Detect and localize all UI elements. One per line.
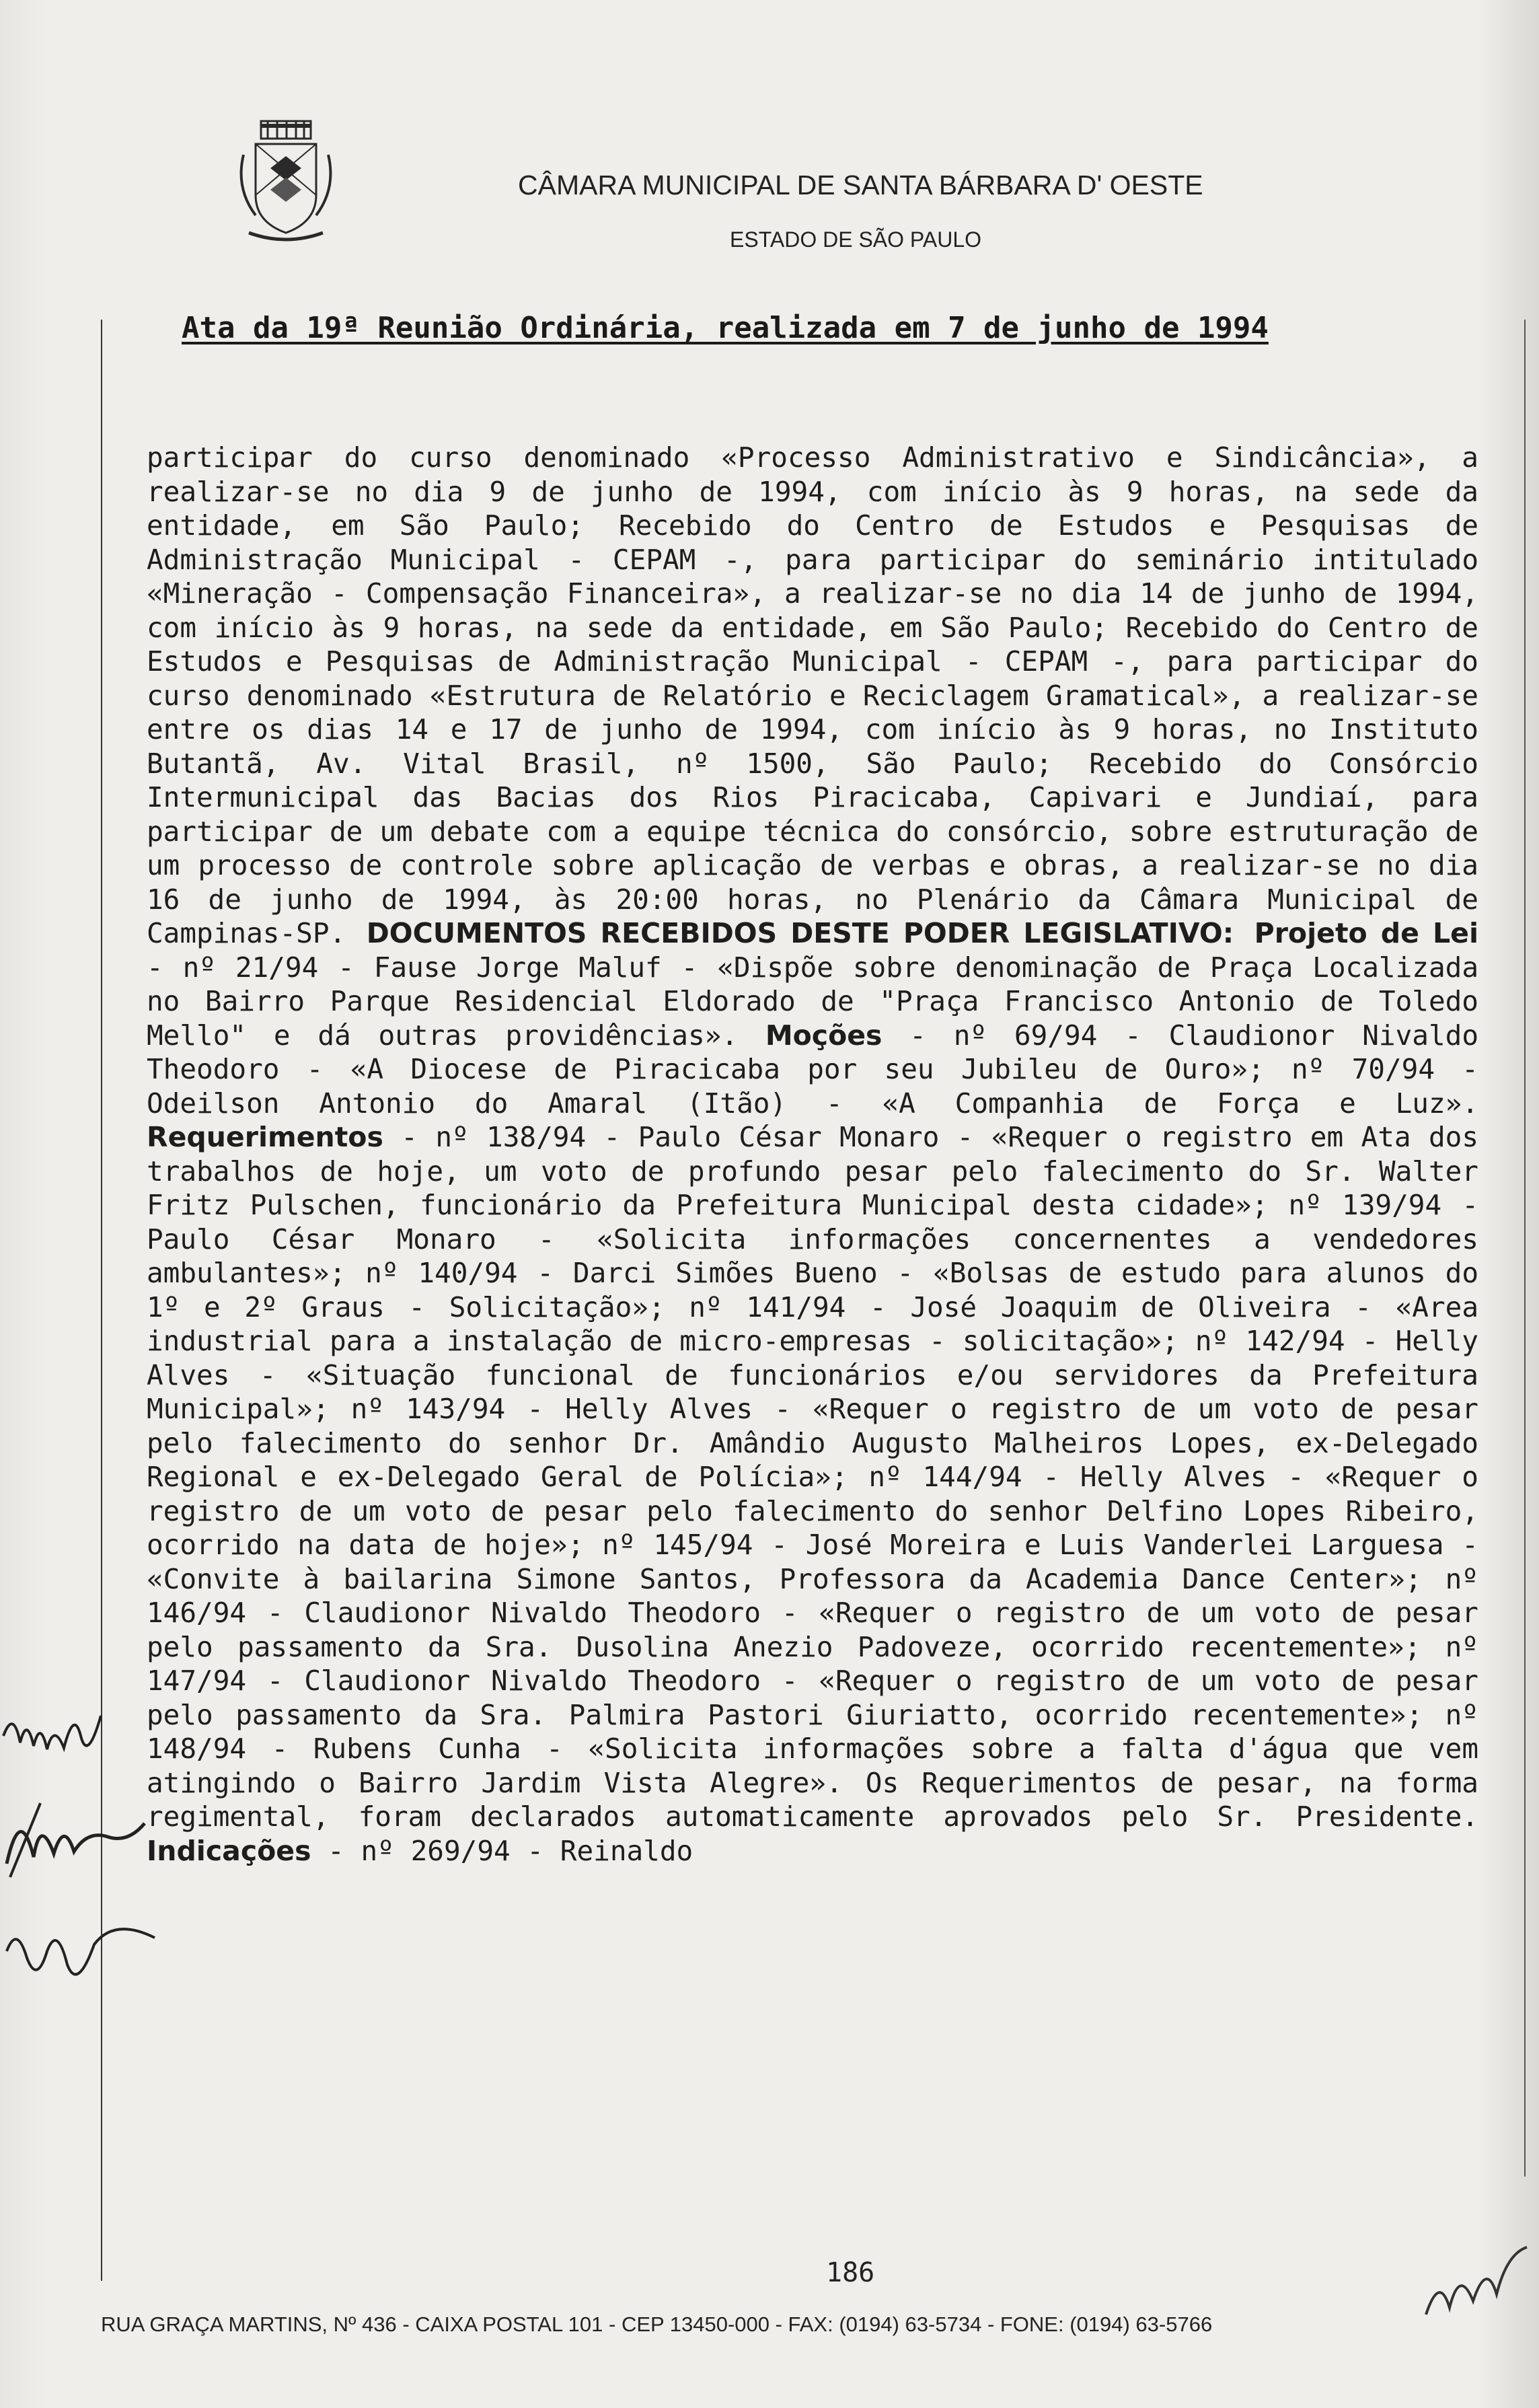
minutes-title: Ata da 19ª Reunião Ordinária, realizada em 7 de junho de 1994: [182, 311, 1269, 345]
paragraph-requerimentos: - nº 138/94 - Paulo César Monaro - «Requer o registro em Ata dos trabalhos de hoje, um voto de profundo pesar pelo falecimento do Sr. Walter Fritz Pulschen, funcionário da Prefeitura Municipal desta cidade»; nº 139/94 - Paulo César Monaro - «Solicita informações concernentes a vendedores ambulantes»; nº 140/94 - Darci Simões Bueno - «Bolsas de estudo para alunos do 1º e 2º Graus - Solicitação»; nº 141/94 - José Joaquim de Oliveira - «Area industrial para a instalação de micro-empresas - solicitação»; nº 142/94 - Helly Alves - «Situação funcional de funcionários e/ou servidores da Prefeitura Municipal»; nº 143/94 - Helly Alves - «Requer o registro de um voto de pesar pelo falecimento do senhor Dr. Amândio Augusto Malheiros Lopes, ex-Delegado Regional e ex-Delegado Geral de Polícia»; nº 144/94 - Helly Alves - «Requer o registro de um voto de pesar pelo falecimento do senhor Delfino Lopes Ribeiro, ocorrido na data de hoje»; nº 145/94 - José Moreira e Luis Vanderlei Larguesa - «Convite à bailarina Simone Santos, Professora da Academia Dance Center»; nº 146/94 - Claudionor Nivaldo Theodoro - «Requer o registro de um voto de pesar pelo passamento da Sra. Dusolina Anezio Padoveze, ocorrido recentemente»; nº 147/94 - Claudionor Nivaldo Theodoro - «Requer o registro de um voto de pesar pelo passamento da Sra. Palmira Pastori Giuriatto, ocorrido recentemente»; nº 148/94 - Rubens Cunha - «Solicita informações sobre a falta d'água que vem atingindo o Bairro Jardim Vista Alegre». Os Requerimentos de pesar, na forma regimental, foram declarados automaticamente aprovados pelo Sr. Presidente.: [147, 1121, 1478, 1833]
paragraph-mocoes: - nº 69/94 - Claudionor Nivaldo Theodoro - «A Diocese de Piracicaba por seu Jubileu de Ouro»; nº 70/94 - Odeilson Antonio do Amaral (Itão) - «A Companhia de Força e Luz».: [147, 1019, 1479, 1120]
right-margin-rule: [1524, 320, 1526, 2177]
institution-name: CÂMARA MUNICIPAL DE SANTA BÁRBARA D' OESTE: [518, 170, 1203, 200]
heading-mocoes: Moções: [765, 1019, 883, 1052]
margin-signature-4: [1419, 2234, 1534, 2335]
footer-address: RUA GRAÇA MARTINS, Nº 436 - CAIXA POSTAL 101 - CEP 13450-000 - FAX: (0194) 63-5734 - FONE: (0194) 63-5766: [101, 2312, 1213, 2336]
margin-signature-1: [0, 1695, 135, 1803]
page-number: 186: [826, 2257, 875, 2288]
margin-signature-2: [0, 1790, 155, 1891]
heading-requerimentos: Requerimentos: [147, 1121, 383, 1153]
minutes-body: [147, 441, 1478, 1868]
paragraph-projeto-de-lei: - nº 21/94 - Fause Jorge Maluf - «Dispõe sobre denominação de Praça Localizada no Bairro Parque Residencial Eldorado de "Praça Francisco Antonio de Toledo Mello" e dá outras providências».: [147, 951, 1478, 1052]
margin-signature-3: [0, 1911, 161, 1998]
paragraph-courses: participar do curso denominado «Processo Administrativo e Sindicância», a realizar-se no dia 9 de junho de 1994, com início às 9 horas, na sede da entidade, em São Paulo; Recebido do Centro de Estudos e Pesquisas de Administração Municipal - CEPAM -, para participar do seminário intitulado «Mineração - Compensação Financeira», a realizar-se no dia 14 de junho de 1994, com início às 9 horas, na sede da entidade, em São Paulo; Recebido do Centro de Estudos e Pesquisas de Administração Municipal - CEPAM -, para participar do curso denominado «Estrutura de Relatório e Reciclagem Gramatical», a realizar-se entre os dias 14 e 17 de junho de 1994, com início às 9 horas, no Instituto Butantã, Av. Vital Brasil, nº 1500, São Paulo; Recebido do Consórcio Intermunicipal das Bacias dos Rios Piracicaba, Capivari e Jundiaí, para participar de um debate com a equipe técnica do consórcio, sobre estruturação de um processo de controle sobre aplicação de verbas e obras, a realizar-se no dia 16 de junho de 1994, às 20:00 horas, no Plenário da Câmara Municipal de Campinas-SP.: [147, 441, 1478, 949]
paragraph-indicacoes: - nº 269/94 - Reinaldo: [311, 1834, 693, 1867]
heading-indicacoes: Indicações: [147, 1834, 311, 1867]
heading-documents-received: DOCUMENTOS RECEBIDOS DESTE PODER LEGISLATIVO:: [366, 917, 1234, 949]
institution-state: ESTADO DE SÃO PAULO: [730, 227, 982, 252]
heading-projeto-de-lei: Projeto de Lei: [1254, 917, 1479, 949]
municipal-coat-of-arms: [229, 114, 343, 249]
